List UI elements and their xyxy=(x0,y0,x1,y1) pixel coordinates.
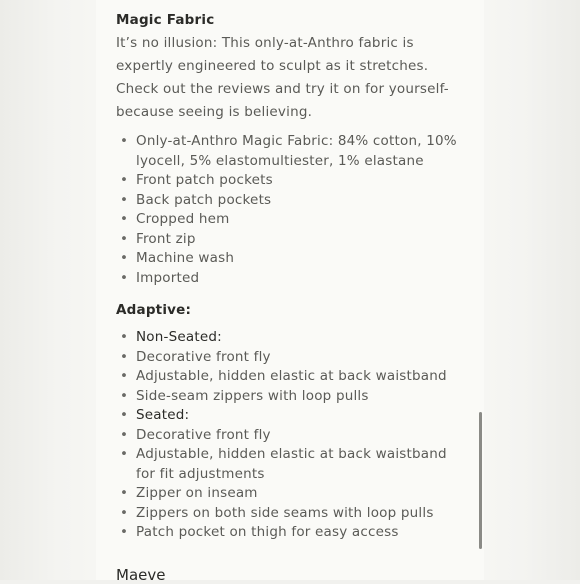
list-item: • Imported xyxy=(116,269,466,289)
list-item: • Machine wash xyxy=(116,249,466,269)
right-margin xyxy=(484,0,580,580)
list-item: • Decorative front fly xyxy=(116,426,466,446)
magic-fabric-features xyxy=(116,132,466,288)
list-item: • Back patch pockets xyxy=(116,191,466,211)
seated-label: • Seated: xyxy=(116,406,466,426)
left-margin xyxy=(0,0,96,580)
list-item: • Adjustable, hidden elastic at back waistband for fit adjustments xyxy=(116,445,466,484)
list-item: • Cropped hem xyxy=(116,210,466,230)
scrollbar-thumb[interactable] xyxy=(479,412,482,549)
magic-fabric-description: It’s no illusion: This only-at-Anthro fabric is expertly engineered to sculpt as it stretches. Check out the reviews and try it on for yourself- because seeing is believing. xyxy=(116,35,449,120)
list-item: • Side-seam zippers with loop pulls xyxy=(116,387,466,407)
magic-fabric-title: Magic Fabric xyxy=(116,12,215,28)
list-item: • Decorative front fly xyxy=(116,348,466,368)
list-item: • Front zip xyxy=(116,230,466,250)
list-item: • Zippers on both side seams with loop pulls xyxy=(116,504,466,524)
adaptive-features xyxy=(116,328,466,543)
list-item: • Patch pocket on thigh for easy access xyxy=(116,523,466,543)
product-details-panel xyxy=(96,0,484,580)
adaptive-title: Adaptive: xyxy=(116,302,192,318)
non-seated-label: • Non-Seated: xyxy=(116,328,466,348)
product-details-content xyxy=(116,8,466,543)
next-section-title: Maeve xyxy=(116,566,166,584)
list-item: • Zipper on inseam xyxy=(116,484,466,504)
list-item: • Adjustable, hidden elastic at back waistband xyxy=(116,367,466,387)
list-item: • Only-at-Anthro Magic Fabric: 84% cotton, 10% lyocell, 5% elastomultiester, 1% elastane xyxy=(116,132,466,171)
list-item: • Front patch pockets xyxy=(116,171,466,191)
